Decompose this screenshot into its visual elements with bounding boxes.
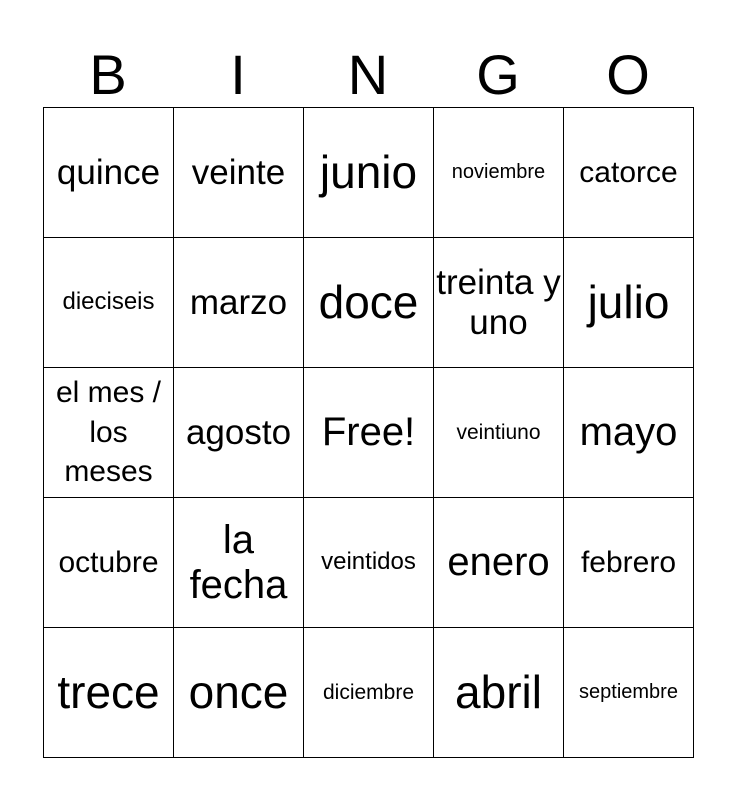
bingo-cell[interactable] xyxy=(304,108,434,238)
bingo-cell[interactable] xyxy=(564,628,694,758)
cell-text: enero xyxy=(447,540,550,585)
cell-text: la fecha xyxy=(189,517,288,607)
cell-text: abril xyxy=(455,665,542,718)
bingo-cell[interactable] xyxy=(564,498,694,628)
bingo-cell[interactable] xyxy=(304,628,434,758)
cell-text: febrero xyxy=(580,545,677,579)
bingo-cell[interactable] xyxy=(44,498,174,628)
cell-text: once xyxy=(188,665,289,718)
cell-text: trece xyxy=(57,665,160,718)
header-letter-g: G xyxy=(476,43,520,106)
cell-text: catorce xyxy=(579,155,678,189)
header-letter-i: I xyxy=(230,43,246,106)
bingo-cell[interactable] xyxy=(564,238,694,368)
cell-text: dieciseis xyxy=(62,288,155,316)
cell-text: agosto xyxy=(185,412,292,452)
cell-text: treinta y uno xyxy=(436,263,561,342)
bingo-cell[interactable] xyxy=(174,238,304,368)
cell-text: septiembre xyxy=(579,681,678,704)
cell-text: marzo xyxy=(189,282,288,322)
cell-text: el mes / los meses xyxy=(55,375,162,489)
cell-text: Free! xyxy=(321,410,416,455)
bingo-cell[interactable] xyxy=(304,498,434,628)
header-letter-n: N xyxy=(347,43,389,106)
header-letter-o: O xyxy=(606,43,650,106)
header-letter-b: B xyxy=(89,43,127,106)
bingo-cell[interactable] xyxy=(564,108,694,238)
bingo-cell[interactable] xyxy=(174,628,304,758)
bingo-cell[interactable] xyxy=(304,368,434,498)
bingo-cell[interactable] xyxy=(44,238,174,368)
bingo-board xyxy=(43,107,694,758)
bingo-cell[interactable] xyxy=(434,628,564,758)
bingo-cell[interactable] xyxy=(44,368,174,498)
cell-text: noviembre xyxy=(451,161,546,184)
cell-text: octubre xyxy=(58,545,159,579)
bingo-cell[interactable] xyxy=(174,108,304,238)
cell-text: junio xyxy=(319,145,418,198)
bingo-cell[interactable] xyxy=(434,498,564,628)
bingo-cell[interactable] xyxy=(564,368,694,498)
bingo-cell[interactable] xyxy=(434,108,564,238)
cell-text: veintiuno xyxy=(456,420,541,444)
bingo-cell[interactable] xyxy=(174,368,304,498)
bingo-cell[interactable] xyxy=(434,368,564,498)
bingo-cell[interactable] xyxy=(304,238,434,368)
cell-text: diciembre xyxy=(322,680,415,704)
bingo-cell[interactable] xyxy=(174,498,304,628)
cell-text: doce xyxy=(318,275,419,328)
cell-text: quince xyxy=(56,152,161,192)
bingo-cell[interactable] xyxy=(44,108,174,238)
bingo-cell[interactable] xyxy=(434,238,564,368)
cell-text: julio xyxy=(587,275,670,328)
cell-text: mayo xyxy=(579,410,678,455)
cell-text: veinte xyxy=(191,152,286,192)
bingo-cell[interactable] xyxy=(44,628,174,758)
cell-text: veintidos xyxy=(321,548,416,576)
bingo-header xyxy=(43,42,693,108)
